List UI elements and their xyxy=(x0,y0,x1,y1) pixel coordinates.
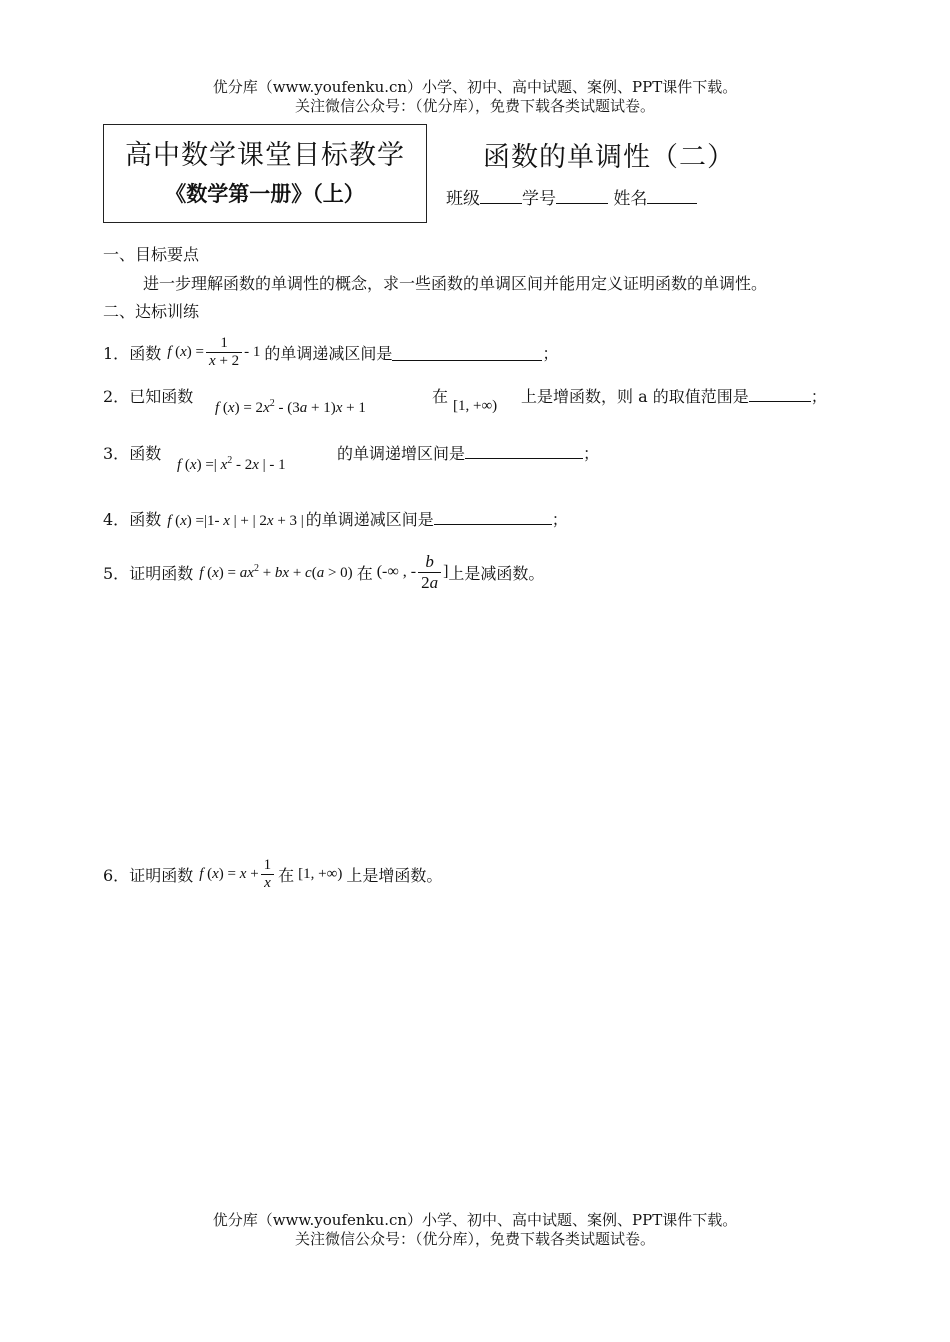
question-prefix: 证明函数 xyxy=(129,865,194,885)
question-3 xyxy=(103,441,161,464)
question-text: 上是增函数，则 a 的取值范围是 xyxy=(521,387,749,406)
header-notice-line1: 优分库（www.youfenku.cn）小学、初中、高中试题、案例、PPT课件下载。 xyxy=(212,78,738,96)
question-2 xyxy=(103,384,193,407)
question-1 xyxy=(103,330,558,374)
number-blank xyxy=(556,187,608,204)
footer-notice-line2: 关注微信公众号：（优分库），免费下载各类试题试卷。 xyxy=(294,1230,655,1248)
footer-notice-line1: 优分库（www.youfenku.cn）小学、初中、高中试题、案例、PPT课件下载。 xyxy=(212,1211,738,1229)
answer-blank xyxy=(749,385,811,402)
question-4 xyxy=(103,507,568,530)
question-end: ； xyxy=(583,444,600,463)
question-mid: 在 xyxy=(278,865,295,885)
formula-q5: f $(x) = ax^2$ + bx + c(a > 0) xyxy=(199,562,353,581)
class-blank xyxy=(480,187,522,204)
answer-blank xyxy=(392,344,542,361)
question-text: 的单调递减区间是 xyxy=(305,510,434,529)
name-blank xyxy=(647,187,697,204)
section1-text: 进一步理解函数的单调性的概念，求一些函数的单调区间并能用定义证明函数的单调性。 xyxy=(143,274,768,293)
interval-q2: [1, +∞) xyxy=(453,398,498,414)
answer-blank xyxy=(465,442,583,459)
question-number: 1． xyxy=(103,343,130,363)
question-3-text xyxy=(337,441,599,464)
question-text: 上是增函数。 xyxy=(346,865,443,885)
formula-q1: f (x) = $\frac{1}{x + 2}$ - 1 xyxy=(167,334,261,369)
question-2-text xyxy=(521,384,827,407)
question-mid: 在 xyxy=(356,563,373,583)
question-text: 的单调递增区间是 xyxy=(337,444,466,463)
interval-q5: (-∞ , - $\frac{b}{2a}$ ] xyxy=(376,551,449,592)
question-text: 的单调递减区间是 xyxy=(264,343,393,363)
number-label: 学号 xyxy=(522,189,556,209)
question-number: 4． xyxy=(103,510,130,529)
header-notice-line2: 关注微信公众号：（优分库），免费下载各类试题试卷。 xyxy=(294,97,655,115)
question-prefix: 函数 xyxy=(129,343,162,363)
answer-blank xyxy=(434,508,552,525)
question-number: 5． xyxy=(103,563,130,583)
question-number: 6． xyxy=(103,865,130,885)
question-prefix: 函数 xyxy=(129,444,162,463)
formula-q6: f (x) = x + $\frac{1}{x}$ xyxy=(199,857,276,892)
interval-q6: [1, +∞) xyxy=(298,865,343,882)
question-number: 2． xyxy=(103,387,130,406)
class-label: 班级 xyxy=(446,189,480,209)
formula-q2: f $(x) = 2x^2 - (3a + 1)x + 1$ xyxy=(215,398,366,416)
title-box-line1: 高中数学课堂目标教学 xyxy=(125,140,405,171)
question-2-mid: 在 xyxy=(432,387,449,406)
name-label: 姓名 xyxy=(613,189,648,209)
question-text: 上是减函数。 xyxy=(448,563,545,583)
page-title: 函数的单调性（二） xyxy=(483,142,735,173)
formula-q4: f (x) =|1- x | + | 2x + 3 | xyxy=(167,513,304,529)
student-info-fields xyxy=(446,184,697,209)
formula-q3: f (x) =| $x^2 - 2x$ | - 1 xyxy=(177,455,286,473)
question-prefix: 函数 xyxy=(129,510,162,529)
section1-heading: 一、目标要点 xyxy=(103,245,200,264)
question-number: 3． xyxy=(103,444,130,463)
question-end: ； xyxy=(551,510,568,529)
question-end: ； xyxy=(542,343,559,363)
title-box-line2: 《数学第一册》（上） xyxy=(165,182,365,206)
title-box xyxy=(103,124,427,223)
question-5 xyxy=(103,548,544,596)
question-6 xyxy=(103,850,442,898)
section2-heading: 二、达标训练 xyxy=(103,302,200,321)
question-prefix: 证明函数 xyxy=(129,563,194,583)
question-prefix: 已知函数 xyxy=(129,387,194,406)
question-end: ； xyxy=(810,387,827,406)
